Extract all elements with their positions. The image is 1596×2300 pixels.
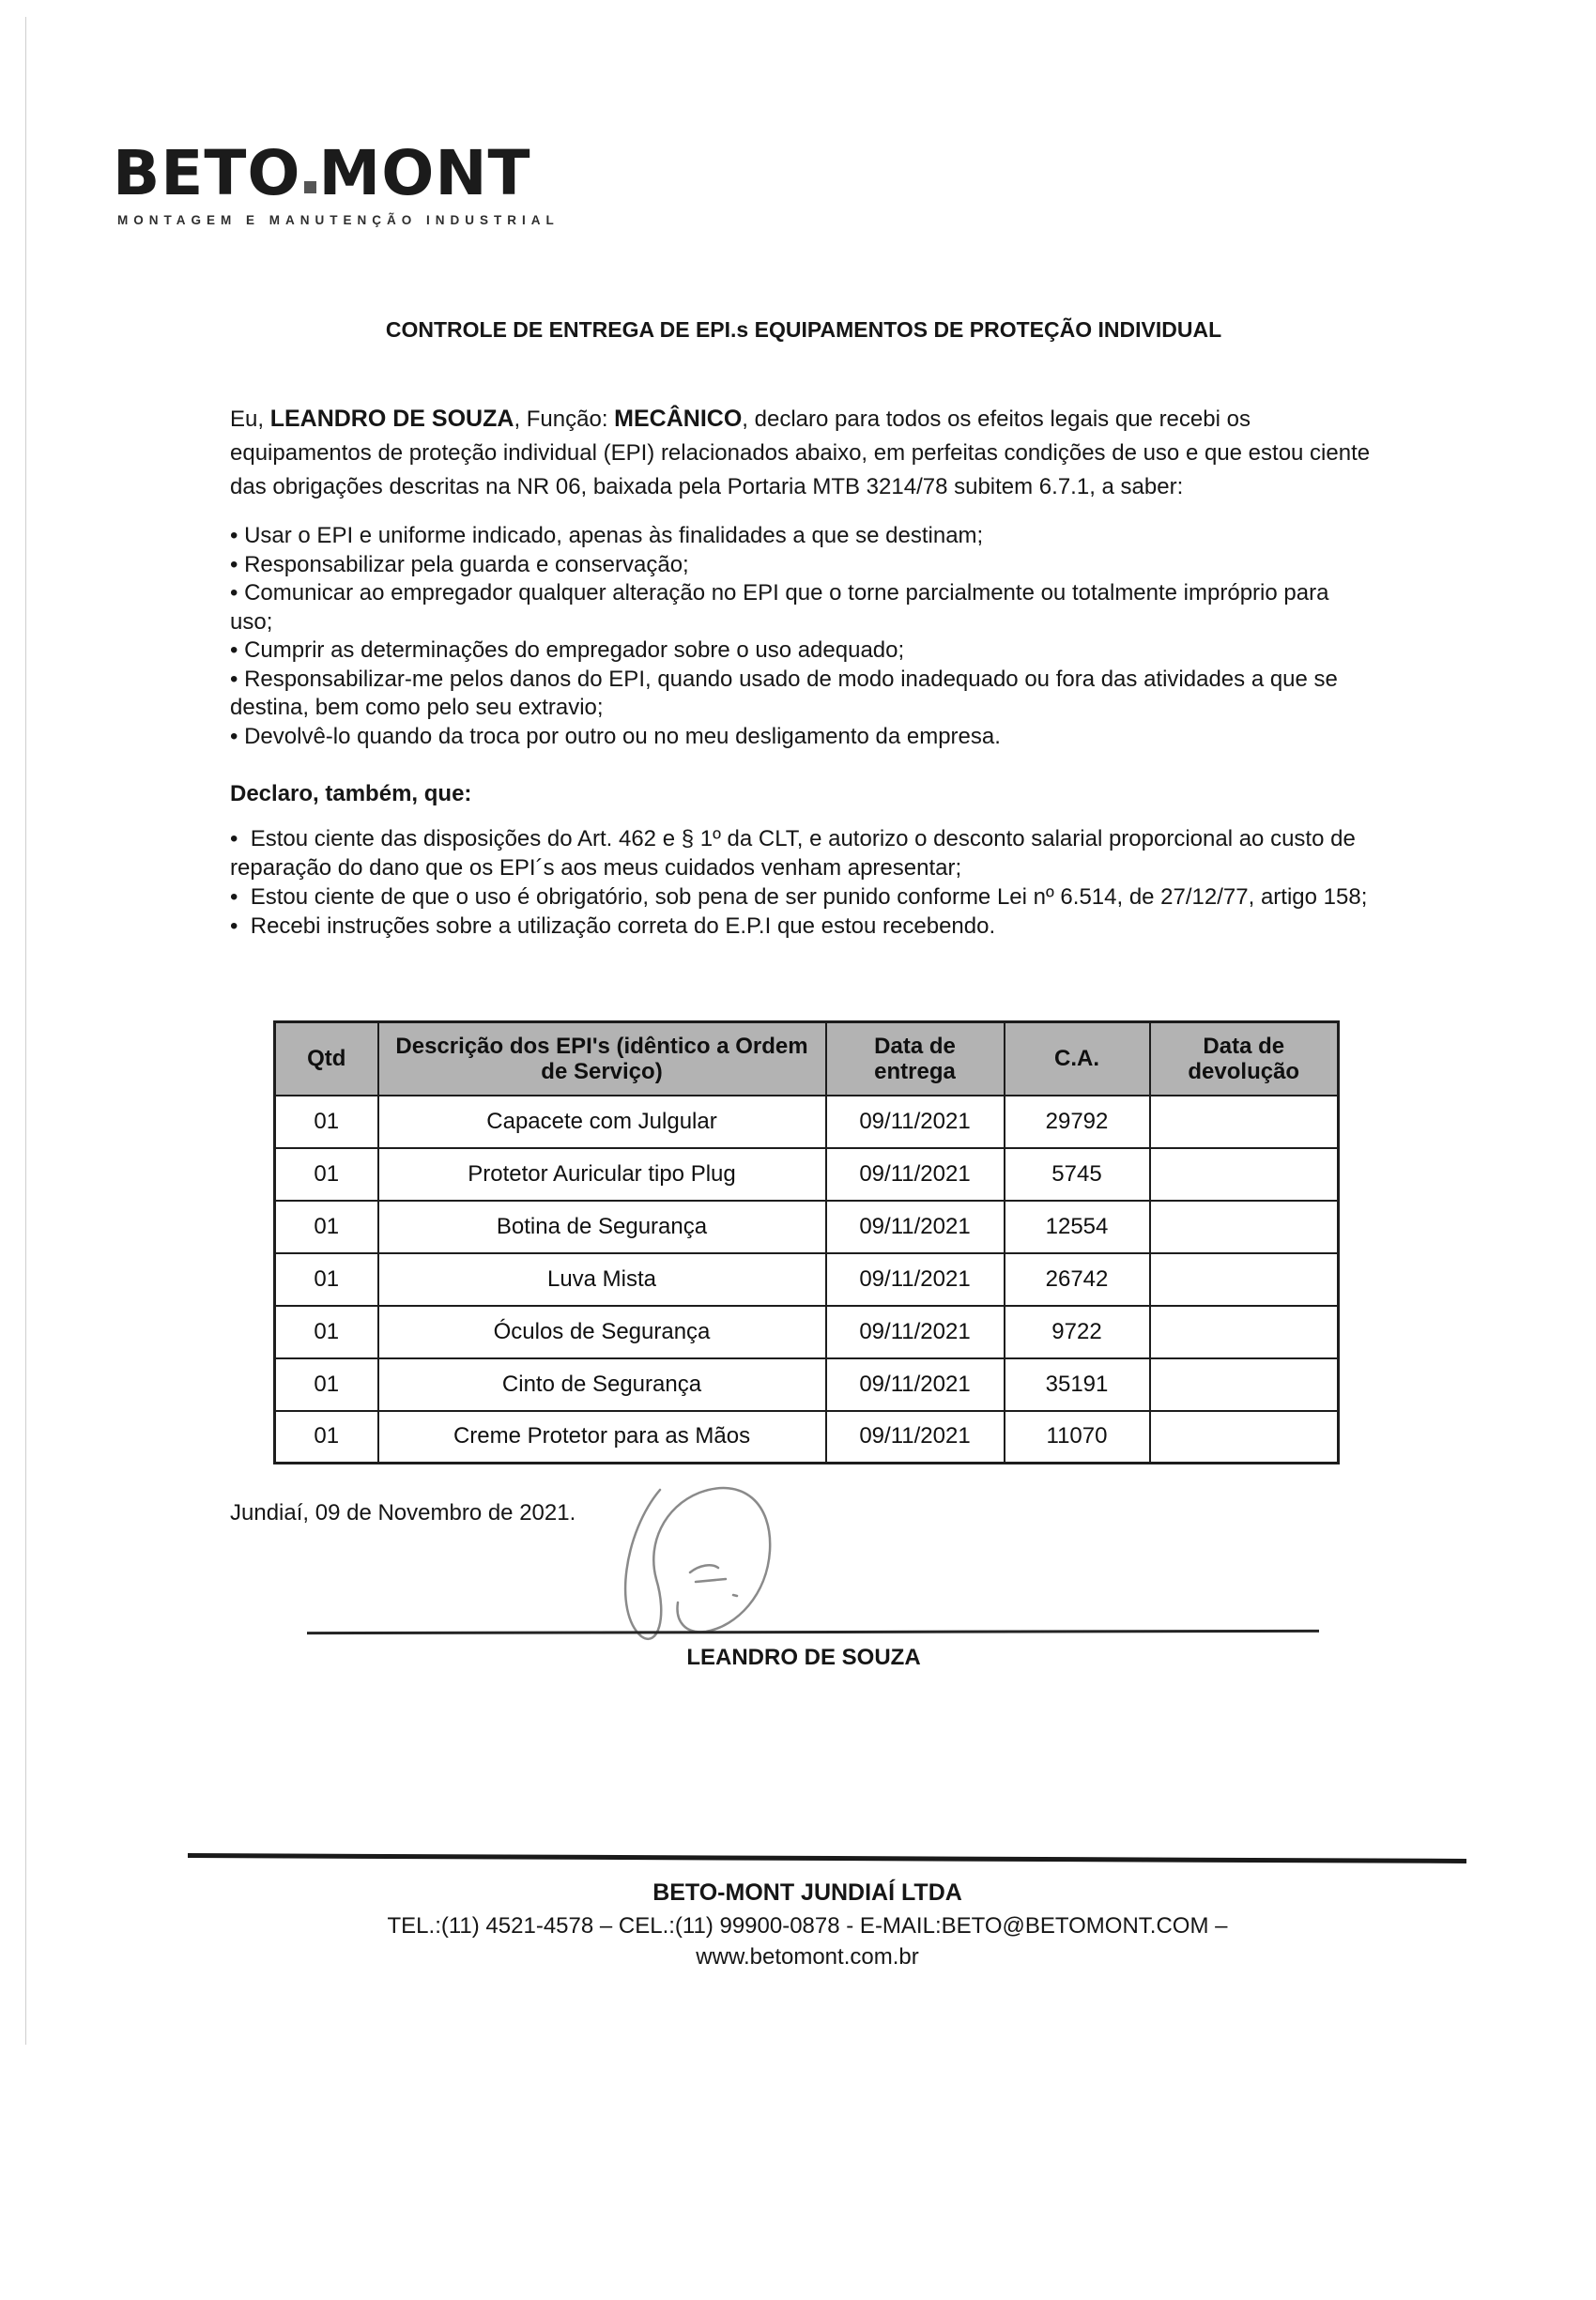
employee-name: LEANDRO DE SOUZA bbox=[269, 406, 514, 432]
logo-word-right: MONT bbox=[318, 137, 531, 209]
cell-ca: 26742 bbox=[1005, 1253, 1150, 1306]
intro-body: , declaro para todos os efeitos legais que recebi os equipamentos de proteção individual (EPI) relacionados abaixo, em perfeitas condições de uso e que estou ciente das obrigações descritas na NR 06, baixada pela Portaria MTB 3214/78 subitem 6.7.1, a saber: bbox=[230, 406, 1371, 499]
table-row bbox=[275, 1148, 1339, 1201]
obligation-item: • Responsabilizar pela guarda e conservação; bbox=[230, 551, 1377, 580]
scan-edge-artifact bbox=[25, 17, 26, 2045]
declaration-item: • Recebi instruções sobre a utilização correta do E.P.I que estou recebendo. bbox=[230, 912, 1377, 941]
cell-qtd: 01 bbox=[275, 1253, 378, 1306]
table-row bbox=[275, 1096, 1339, 1148]
cell-ca: 35191 bbox=[1005, 1358, 1150, 1411]
table-row bbox=[275, 1306, 1339, 1358]
cell-descricao: Cinto de Segurança bbox=[378, 1358, 826, 1411]
cell-entrega: 09/11/2021 bbox=[826, 1201, 1005, 1253]
intro-prefix: Eu, bbox=[230, 406, 270, 432]
footer-company-name: BETO-MONT JUNDIAÍ LTDA bbox=[652, 1879, 962, 1906]
cell-ca: 29792 bbox=[1005, 1096, 1150, 1148]
epi-table bbox=[273, 1020, 1340, 1464]
logo-tagline: MONTAGEM E MANUTENÇÃO INDUSTRIAL bbox=[117, 213, 560, 227]
footer-website: www.betomont.com.br bbox=[696, 1944, 919, 1970]
header-cell-entrega: Data de entrega bbox=[826, 1022, 1005, 1096]
declaration-item: • Estou ciente de que o uso é obrigatório, sob pena de ser punido conforme Lei nº 6.514, de 27/12/77, artigo 158; bbox=[230, 882, 1377, 912]
cell-descricao: Protetor Auricular tipo Plug bbox=[378, 1148, 826, 1201]
obligation-item: • Comunicar ao empregador qualquer alteração no EPI que o torne parcialmente ou totalmente impróprio para uso; bbox=[230, 579, 1377, 636]
cell-devolucao bbox=[1150, 1201, 1339, 1253]
logo-wordmark bbox=[113, 137, 560, 209]
cell-descricao: Óculos de Segurança bbox=[378, 1306, 826, 1358]
obligation-item: • Responsabilizar-me pelos danos do EPI, quando usado de modo inadequado ou fora das atividades a que se destina, bem como pelo seu extravio; bbox=[230, 666, 1377, 723]
cell-descricao: Creme Protetor para as Mãos bbox=[378, 1411, 826, 1464]
declaration-item: • Estou ciente das disposições do Art. 462 e § 1º da CLT, e autorizo o desconto salarial proporcional ao custo de reparação do dano que os EPI´s aos meus cuidados venham apresentar; bbox=[230, 824, 1377, 882]
cell-entrega: 09/11/2021 bbox=[826, 1096, 1005, 1148]
table-row bbox=[275, 1253, 1339, 1306]
cell-ca: 11070 bbox=[1005, 1411, 1150, 1464]
cell-descricao: Capacete com Julgular bbox=[378, 1096, 826, 1148]
logo-dot-icon bbox=[304, 181, 316, 193]
table-row bbox=[275, 1411, 1339, 1464]
header-cell-devolucao: Data de devolução bbox=[1150, 1022, 1339, 1096]
logo-word-left: BETO bbox=[113, 137, 301, 209]
intro-middle: , Função: bbox=[514, 406, 615, 432]
footer bbox=[169, 1879, 1446, 1970]
cell-ca: 9722 bbox=[1005, 1306, 1150, 1358]
cell-devolucao bbox=[1150, 1411, 1339, 1464]
header-cell-descricao: Descrição dos EPI's (idêntico a Ordem de Serviço) bbox=[378, 1022, 826, 1096]
cell-qtd: 01 bbox=[275, 1148, 378, 1201]
document-title: CONTROLE DE ENTREGA DE EPI.s EQUIPAMENTOS DE PROTEÇÃO INDIVIDUAL bbox=[385, 317, 1222, 342]
table-header-row bbox=[275, 1022, 1339, 1096]
signature-line bbox=[307, 1630, 1319, 1634]
cell-qtd: 01 bbox=[275, 1096, 378, 1148]
table-row bbox=[275, 1201, 1339, 1253]
cell-entrega: 09/11/2021 bbox=[826, 1148, 1005, 1201]
city-date-line: Jundiaí, 09 de Novembro de 2021. bbox=[230, 1500, 576, 1526]
obligation-item: • Usar o EPI e uniforme indicado, apenas às finalidades a que se destinam; bbox=[230, 522, 1377, 551]
signatory-name: LEANDRO DE SOUZA bbox=[686, 1645, 921, 1670]
cell-qtd: 01 bbox=[275, 1411, 378, 1464]
declarations-list bbox=[230, 824, 1377, 941]
cell-qtd: 01 bbox=[275, 1201, 378, 1253]
table-row bbox=[275, 1358, 1339, 1411]
cell-ca: 12554 bbox=[1005, 1201, 1150, 1253]
cell-entrega: 09/11/2021 bbox=[826, 1411, 1005, 1464]
cell-devolucao bbox=[1150, 1306, 1339, 1358]
cell-devolucao bbox=[1150, 1253, 1339, 1306]
cell-devolucao bbox=[1150, 1358, 1339, 1411]
footer-contact-line: TEL.:(11) 4521-4578 – CEL.:(11) 99900-0878 - E-MAIL:BETO@BETOMONT.COM – bbox=[387, 1913, 1228, 1939]
cell-ca: 5745 bbox=[1005, 1148, 1150, 1201]
intro-paragraph bbox=[230, 402, 1377, 504]
header-cell-ca: C.A. bbox=[1005, 1022, 1150, 1096]
handwritten-signature bbox=[559, 1462, 784, 1649]
cell-qtd: 01 bbox=[275, 1306, 378, 1358]
header-cell-qtd: Qtd bbox=[275, 1022, 378, 1096]
declaration-heading: Declaro, também, que: bbox=[230, 781, 472, 806]
cell-entrega: 09/11/2021 bbox=[826, 1306, 1005, 1358]
company-logo bbox=[113, 137, 560, 227]
obligations-list bbox=[230, 522, 1377, 751]
obligation-item: • Cumprir as determinações do empregador sobre o uso adequado; bbox=[230, 636, 1377, 666]
cell-entrega: 09/11/2021 bbox=[826, 1358, 1005, 1411]
cell-entrega: 09/11/2021 bbox=[826, 1253, 1005, 1306]
cell-devolucao bbox=[1150, 1096, 1339, 1148]
employee-role: MECÂNICO bbox=[614, 406, 743, 432]
cell-descricao: Botina de Segurança bbox=[378, 1201, 826, 1253]
obligation-item: • Devolvê-lo quando da troca por outro ou no meu desligamento da empresa. bbox=[230, 723, 1377, 752]
footer-divider bbox=[188, 1853, 1466, 1863]
cell-qtd: 01 bbox=[275, 1358, 378, 1411]
cell-descricao: Luva Mista bbox=[378, 1253, 826, 1306]
cell-devolucao bbox=[1150, 1148, 1339, 1201]
